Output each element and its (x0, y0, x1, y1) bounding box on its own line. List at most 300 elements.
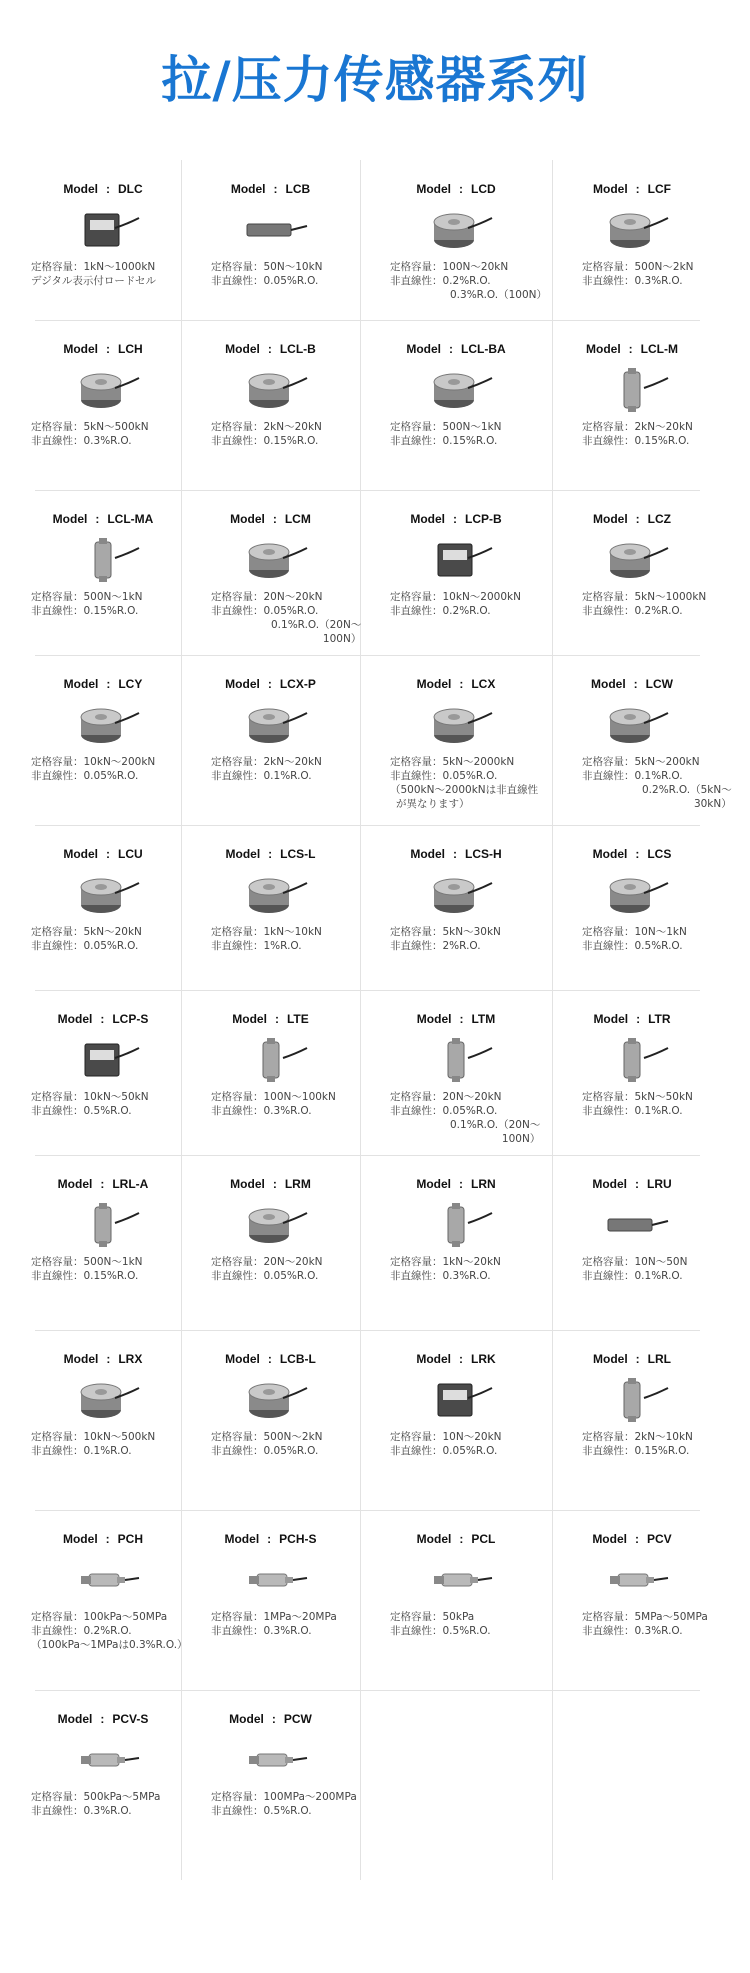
model-label (181, 677, 360, 691)
model-label (360, 847, 552, 861)
model-name: LCY (118, 677, 143, 691)
model-label (25, 1352, 181, 1366)
model-prefix: Model (224, 1532, 260, 1546)
spec-line: 定格容量：100MPa～200MPa (211, 1791, 357, 1803)
flat-washer-load-cell-image (231, 701, 311, 749)
spec-line: 非直線性：0.05%R.O. (211, 605, 319, 617)
model-name: LCW (645, 677, 673, 691)
bar-load-cell-image (231, 206, 311, 254)
pressure-transducer-wide-image (231, 1736, 311, 1784)
model-label (25, 1177, 181, 1191)
spec-line: 定格容量：5kN～30kN (390, 926, 501, 938)
product-card (552, 1330, 712, 1510)
model-separator: : (628, 342, 633, 356)
model-name: LCL-MA (107, 512, 154, 526)
model-prefix: Model (416, 1352, 451, 1366)
spec-line: 非直線性：0.5%R.O. (390, 1625, 491, 1637)
pressure-transducer-image (63, 1556, 143, 1604)
model-separator: : (635, 182, 640, 196)
spec-line: （100kPa～1MPaは0.3%R.O.） (31, 1639, 188, 1651)
model-prefix: Model (57, 1177, 93, 1191)
model-separator: : (453, 512, 457, 526)
model-name: LRM (284, 1177, 311, 1191)
spec-line: 非直線性：0.05%R.O. (31, 940, 139, 952)
spec-line: 定格容量：20N～20kN (211, 591, 323, 603)
rod-load-cell-image (416, 1201, 496, 1249)
spec-line: 非直線性：0.1%R.O. (211, 770, 312, 782)
spec-list (211, 1090, 336, 1118)
product-card (360, 825, 552, 990)
model-name: LCF (647, 182, 671, 196)
product-card (360, 1510, 552, 1690)
model-prefix: Model (57, 1012, 93, 1026)
model-separator: : (633, 677, 638, 691)
model-name: PCH (117, 1532, 143, 1546)
small-cylinder-load-cell-image (231, 871, 311, 919)
model-separator: : (635, 847, 640, 861)
model-separator: : (106, 342, 110, 356)
ring-compression-load-cell-image (63, 1376, 143, 1424)
model-separator: : (459, 1177, 463, 1191)
model-name: LCS (647, 847, 672, 861)
model-label (552, 1352, 712, 1366)
model-name: LRK (471, 1352, 496, 1366)
product-card (181, 1155, 360, 1330)
model-prefix: Model (63, 1352, 99, 1366)
spec-line: デジタル表示付ロードセル (31, 275, 157, 287)
spec-line: 0.2%R.O.（5kN～ (642, 784, 732, 796)
spec-list (211, 925, 322, 953)
spec-line: 定格容量：20N～20kN (211, 1256, 323, 1268)
spec-line: 非直線性：0.05%R.O. (211, 1445, 319, 1457)
spec-line: （500kN～2000kNは非直線性 (390, 784, 539, 796)
compact-column-load-cell-image (231, 536, 311, 584)
spec-line: 定格容量：5kN～200kN (582, 756, 700, 768)
model-name: LCP-S (112, 1012, 149, 1026)
model-prefix: Model (410, 512, 445, 526)
product-card (360, 1330, 552, 1510)
model-label (552, 1532, 712, 1546)
pressure-transducer-slim-image (592, 1556, 672, 1604)
model-prefix: Model (586, 342, 621, 356)
spec-list (211, 1790, 357, 1818)
model-label (552, 1012, 712, 1026)
product-card (181, 1690, 360, 1880)
model-label (360, 182, 552, 196)
model-prefix: Model (63, 342, 98, 356)
small-cylinder-load-cell-image (416, 871, 496, 919)
model-label (181, 182, 360, 196)
spec-line: 非直線性：0.15%R.O. (211, 435, 319, 447)
model-separator: : (459, 1012, 464, 1026)
spec-list (31, 925, 142, 953)
product-card (552, 825, 712, 990)
product-card (360, 990, 552, 1155)
model-prefix: Model (225, 342, 260, 356)
spec-list (582, 1430, 693, 1458)
spec-list (31, 1090, 149, 1118)
model-prefix: Model (63, 182, 98, 196)
model-name: LTR (648, 1012, 671, 1026)
product-card (360, 490, 552, 655)
model-separator: : (449, 342, 453, 356)
product-card (552, 1510, 712, 1690)
model-name: LCZ (647, 512, 671, 526)
spool-load-cell-image (592, 1376, 672, 1424)
model-name: LCU (118, 847, 143, 861)
disc-load-cell-image (416, 206, 496, 254)
model-name: LRL (647, 1352, 671, 1366)
spec-line: 非直線性：0.5%R.O. (211, 1805, 312, 1817)
model-separator: : (459, 1352, 463, 1366)
spec-line: 定格容量：2kN～20kN (582, 421, 693, 433)
product-grid (31, 160, 732, 1880)
threaded-ring-load-cell-image (63, 536, 143, 584)
spec-line: 定格容量：2kN～20kN (211, 756, 322, 768)
model-prefix: Model (591, 677, 626, 691)
model-separator: : (106, 182, 110, 196)
spec-list (582, 260, 694, 288)
ring-load-cell-image (231, 366, 311, 414)
product-card (552, 160, 712, 320)
spec-line: 非直線性：0.05%R.O. (390, 1445, 498, 1457)
model-name: LRL-A (112, 1177, 149, 1191)
model-label (181, 847, 360, 861)
threaded-load-cell-image (592, 366, 672, 414)
spec-list (390, 590, 521, 618)
model-name: LRN (471, 1177, 496, 1191)
model-separator: : (272, 512, 277, 526)
spec-line: 定格容量：5kN～500kN (31, 421, 149, 433)
model-prefix: Model (52, 512, 88, 526)
pressure-transducer-small-image (231, 1556, 311, 1604)
spec-list (31, 420, 149, 448)
spec-line: 定格容量：500N～1kN (390, 421, 502, 433)
low-profile-load-cell-image (592, 536, 672, 584)
model-name: LCL-M (640, 342, 678, 356)
spec-line: 非直線性：0.15%R.O. (582, 1445, 690, 1457)
model-label (360, 677, 552, 691)
spec-list (211, 1255, 323, 1283)
model-prefix: Model (416, 677, 452, 691)
model-label (360, 342, 552, 356)
boxed-load-cell-image (416, 1376, 496, 1424)
spec-line: 非直線性：0.2%R.O. (390, 605, 491, 617)
spec-line: 非直線性：0.1%R.O. (582, 770, 683, 782)
model-name: LCM (284, 512, 311, 526)
model-separator: : (635, 512, 640, 526)
model-separator: : (273, 182, 278, 196)
flat-ring-load-cell-image (416, 366, 496, 414)
model-name: PCL (471, 1532, 496, 1546)
spec-line: が異なります） (396, 798, 470, 810)
spec-line: 定格容量：500N～2kN (582, 261, 694, 273)
button-load-cell-image (592, 206, 672, 254)
product-card (360, 320, 552, 490)
spec-line: 定格容量：10kN～500kN (31, 1431, 156, 1443)
product-card (25, 655, 181, 825)
model-prefix: Model (225, 847, 261, 861)
product-card (552, 490, 712, 655)
product-card (25, 1510, 188, 1690)
spec-list (31, 1790, 160, 1818)
product-card (181, 1330, 360, 1510)
miniature-load-cell-image (592, 871, 672, 919)
model-label (360, 512, 552, 526)
model-prefix: Model (232, 1012, 267, 1026)
model-prefix: Model (416, 1177, 451, 1191)
spec-list (582, 590, 706, 618)
model-name: LTM (471, 1012, 496, 1026)
spec-list (211, 590, 361, 646)
model-prefix: Model (416, 1532, 452, 1546)
model-separator: : (267, 342, 272, 356)
wide-low-profile-load-cell-image (63, 701, 143, 749)
spec-line: 定格容量：50N～10kN (211, 261, 323, 273)
spec-line: 定格容量：1kN～1000kN (31, 261, 156, 273)
model-name: LCX (471, 677, 496, 691)
product-card (360, 655, 552, 825)
model-prefix: Model (230, 182, 266, 196)
model-name: LCS-L (280, 847, 316, 861)
spec-list (390, 1255, 501, 1283)
spec-line: 定格容量：100kPa～50MPa (31, 1611, 168, 1623)
model-name: DLC (118, 182, 143, 196)
model-prefix: Model (63, 847, 98, 861)
spec-line: 非直線性：0.05%R.O. (211, 275, 319, 287)
product-card (181, 655, 360, 825)
product-card (25, 1690, 181, 1880)
spec-list (582, 925, 687, 953)
spec-list (31, 755, 155, 783)
model-separator: : (635, 1177, 639, 1191)
product-card (25, 320, 181, 490)
model-name: LTE (286, 1012, 309, 1026)
spec-list (211, 755, 322, 783)
spec-line: 定格容量：5kN～1000kN (582, 591, 707, 603)
product-card (552, 320, 712, 490)
model-prefix: Model (593, 1012, 629, 1026)
product-card (25, 990, 181, 1155)
model-prefix: Model (63, 677, 99, 691)
model-prefix: Model (416, 182, 451, 196)
spec-line: 定格容量：10N～20kN (390, 1431, 502, 1443)
spec-line: 非直線性：0.15%R.O. (31, 605, 139, 617)
model-name: LCS-H (465, 847, 502, 861)
model-label (360, 1532, 552, 1546)
spec-line: 定格容量：20N～20kN (390, 1091, 502, 1103)
product-card (552, 655, 732, 825)
spec-list (390, 925, 501, 953)
spec-line: 非直線性：0.2%R.O. (582, 605, 683, 617)
model-separator: : (459, 182, 463, 196)
pressure-transducer-flange-image (416, 1556, 496, 1604)
spec-line: 非直線性：0.1%R.O. (582, 1270, 683, 1282)
product-card (181, 320, 360, 490)
spec-line: 定格容量：10kN～2000kN (390, 591, 521, 603)
spec-line: 非直線性：0.1%R.O. (31, 1445, 132, 1457)
model-label (25, 1012, 181, 1026)
large-disc-load-cell-image (231, 1376, 311, 1424)
model-label (181, 512, 360, 526)
pressure-transducer-mini-image (63, 1736, 143, 1784)
spec-line: 定格容量：100N～100kN (211, 1091, 336, 1103)
model-prefix: Model (406, 342, 441, 356)
spec-line: 非直線性：0.3%R.O. (390, 1270, 491, 1282)
model-name: LRX (118, 1352, 143, 1366)
model-separator: : (106, 847, 110, 861)
spec-line: 0.1%R.O.（20N～ (450, 1119, 541, 1131)
model-separator: : (95, 512, 100, 526)
spec-list (390, 420, 502, 448)
spec-line: 定格容量：1kN～20kN (390, 1256, 501, 1268)
model-name: LCX-P (279, 677, 316, 691)
spec-list (211, 420, 322, 448)
model-prefix: Model (57, 1712, 93, 1726)
dual-thread-load-cell-image (63, 1201, 143, 1249)
spec-line: 非直線性：0.15%R.O. (31, 1270, 139, 1282)
product-card (25, 1330, 181, 1510)
model-label (25, 182, 181, 196)
model-label (181, 1177, 360, 1191)
spec-line: 定格容量：500kPa～5MPa (31, 1791, 161, 1803)
spec-line: 定格容量：10N～50N (582, 1256, 688, 1268)
spec-line: 非直線性：0.1%R.O. (582, 1105, 683, 1117)
compression-load-cell-image (416, 701, 496, 749)
model-label (552, 342, 712, 356)
spec-list (31, 1610, 188, 1652)
product-card (360, 160, 552, 320)
model-prefix: Model (410, 847, 445, 861)
product-card (25, 825, 181, 990)
model-label (25, 1532, 181, 1546)
spec-line: 非直線性：0.3%R.O. (211, 1105, 312, 1117)
spec-list (582, 1090, 693, 1118)
column-load-cell-image (63, 366, 143, 414)
model-separator: : (100, 1177, 105, 1191)
spec-line: 非直線性：0.5%R.O. (31, 1105, 132, 1117)
model-separator: : (635, 1352, 640, 1366)
model-label (552, 512, 712, 526)
model-label (181, 342, 360, 356)
model-name: LCL-BA (461, 342, 506, 356)
spec-line: 定格容量：10kN～50kN (31, 1091, 149, 1103)
model-separator: : (271, 1712, 276, 1726)
spec-line: 定格容量：5kN～20kN (31, 926, 142, 938)
model-prefix: Model (225, 1352, 260, 1366)
model-label (552, 677, 712, 691)
model-label (360, 1012, 552, 1026)
beam-load-cell-image (592, 1201, 672, 1249)
model-separator: : (268, 847, 273, 861)
model-separator: : (634, 1532, 639, 1546)
spec-list (390, 755, 538, 811)
spec-line: 定格容量：100N～20kN (390, 261, 509, 273)
model-label (360, 1177, 552, 1191)
model-label (25, 677, 181, 691)
product-card (181, 1510, 360, 1690)
spec-list (211, 1430, 323, 1458)
spec-line: 定格容量：1MPa～20MPa (211, 1611, 337, 1623)
spec-list (582, 420, 693, 448)
model-name: LCB-L (279, 1352, 316, 1366)
model-name: PCV-S (112, 1712, 149, 1726)
spec-line: 非直線性：0.2%R.O. (390, 275, 491, 287)
spec-line: 定格容量：5kN～2000kN (390, 756, 515, 768)
spec-list (390, 1610, 491, 1638)
model-prefix: Model (416, 1012, 452, 1026)
product-card (552, 990, 712, 1155)
model-label (181, 1712, 360, 1726)
spec-line: 非直線性：0.15%R.O. (582, 435, 690, 447)
model-prefix: Model (592, 1532, 627, 1546)
drum-load-cell-image (231, 1201, 311, 1249)
model-label (360, 1352, 552, 1366)
model-prefix: Model (592, 1177, 627, 1191)
spec-line: 定格容量：50kPa (390, 1611, 475, 1623)
eye-tension-load-cell-image (416, 1036, 496, 1084)
model-label (181, 1532, 360, 1546)
model-prefix: Model (593, 512, 628, 526)
model-label (25, 847, 181, 861)
spec-list (390, 1430, 502, 1458)
model-separator: : (267, 1532, 272, 1546)
model-name: PCV (646, 1532, 672, 1546)
spec-line: 定格容量：500N～1kN (31, 1256, 143, 1268)
model-separator: : (267, 677, 272, 691)
model-prefix: Model (225, 677, 260, 691)
spec-line: 定格容量：500N～2kN (211, 1431, 323, 1443)
product-card (25, 490, 181, 655)
spec-line: 非直線性：0.05%R.O. (31, 770, 139, 782)
spec-list (390, 260, 547, 302)
page-title: 拉/压力传感器系列 (161, 51, 589, 109)
spec-list (211, 260, 323, 288)
spec-line: 非直線性：0.05%R.O. (390, 1105, 498, 1117)
spec-line: 0.1%R.O.（20N～ (271, 619, 362, 631)
spec-line: 定格容量：500N～1kN (31, 591, 143, 603)
model-name: LRU (647, 1177, 672, 1191)
model-separator: : (100, 1012, 105, 1026)
spec-line: 定格容量：10N～1kN (582, 926, 687, 938)
spec-list (31, 1430, 155, 1458)
model-label (25, 342, 181, 356)
spec-list (582, 1610, 708, 1638)
spec-line: 非直線性：0.3%R.O. (582, 275, 683, 287)
model-separator: : (459, 1532, 464, 1546)
cylinder-tension-load-cell-image (592, 1036, 672, 1084)
model-label (25, 1712, 181, 1726)
product-card (552, 1155, 712, 1330)
product-card (181, 160, 360, 320)
model-label (181, 1012, 360, 1026)
spec-line: 非直線性：2%R.O. (390, 940, 481, 952)
spec-list (390, 1090, 540, 1146)
mini-column-load-cell-image (63, 871, 143, 919)
spec-line: 非直線性：0.3%R.O. (211, 1625, 312, 1637)
product-card (181, 825, 360, 990)
model-separator: : (106, 1352, 111, 1366)
product-card (25, 1155, 181, 1330)
spec-list (31, 1255, 143, 1283)
model-prefix: Model (592, 847, 628, 861)
spec-line: 0.3%R.O.（100N） (450, 289, 548, 301)
model-name: PCW (283, 1712, 312, 1726)
model-separator: : (105, 1532, 110, 1546)
model-label (25, 512, 181, 526)
spec-line: 定格容量：2kN～10kN (582, 1431, 693, 1443)
spec-line: 非直線性：1%R.O. (211, 940, 302, 952)
